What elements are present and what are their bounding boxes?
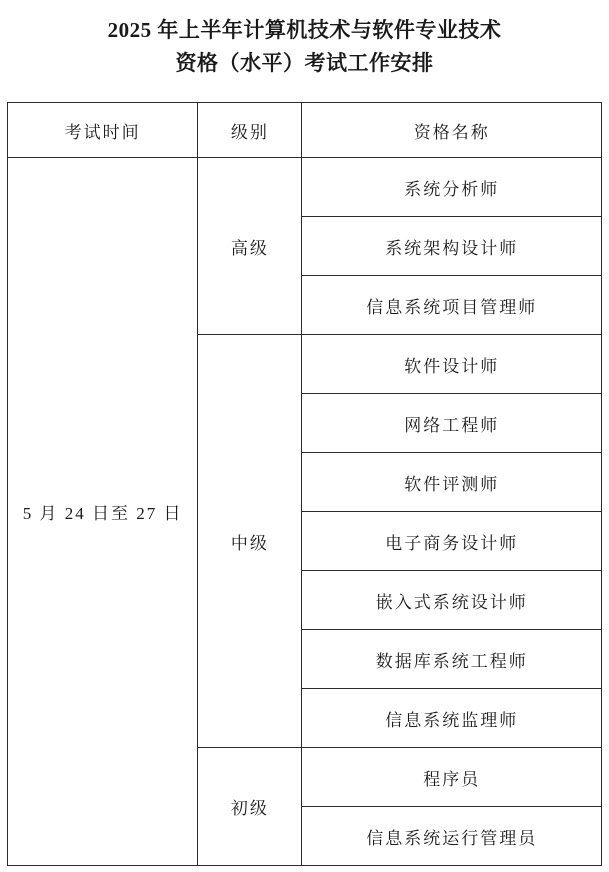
header-qualification-name: 资格名称 (302, 103, 602, 158)
schedule-table (7, 102, 602, 866)
cell-qualification-name: 信息系统运行管理员 (302, 807, 602, 866)
header-level: 级别 (198, 103, 302, 158)
cell-qualification-name: 程序员 (302, 748, 602, 807)
cell-qualification-name: 系统架构设计师 (302, 217, 602, 276)
cell-qualification-name: 网络工程师 (302, 394, 602, 453)
table-header-row (8, 103, 602, 158)
page-title-line-1: 2025 年上半年计算机技术与软件专业技术 (107, 18, 502, 42)
cell-level-senior: 高级 (198, 158, 302, 335)
cell-qualification-name: 数据库系统工程师 (302, 630, 602, 689)
cell-qualification-name: 软件设计师 (302, 335, 602, 394)
cell-qualification-name: 信息系统项目管理师 (302, 276, 602, 335)
schedule-table-wrapper (0, 102, 609, 866)
cell-qualification-name: 系统分析师 (302, 158, 602, 217)
header-exam-time: 考试时间 (8, 103, 198, 158)
page-title-line-2: 资格（水平）考试工作安排 (175, 51, 434, 75)
cell-level-junior: 初级 (198, 748, 302, 866)
cell-level-intermediate: 中级 (198, 335, 302, 748)
page-title (0, 0, 609, 80)
cell-qualification-name: 信息系统监理师 (302, 689, 602, 748)
cell-qualification-name: 嵌入式系统设计师 (302, 571, 602, 630)
table-row (8, 158, 602, 217)
cell-qualification-name: 电子商务设计师 (302, 512, 602, 571)
cell-qualification-name: 软件评测师 (302, 453, 602, 512)
cell-exam-time: 5 月 24 日至 27 日 (8, 158, 198, 866)
